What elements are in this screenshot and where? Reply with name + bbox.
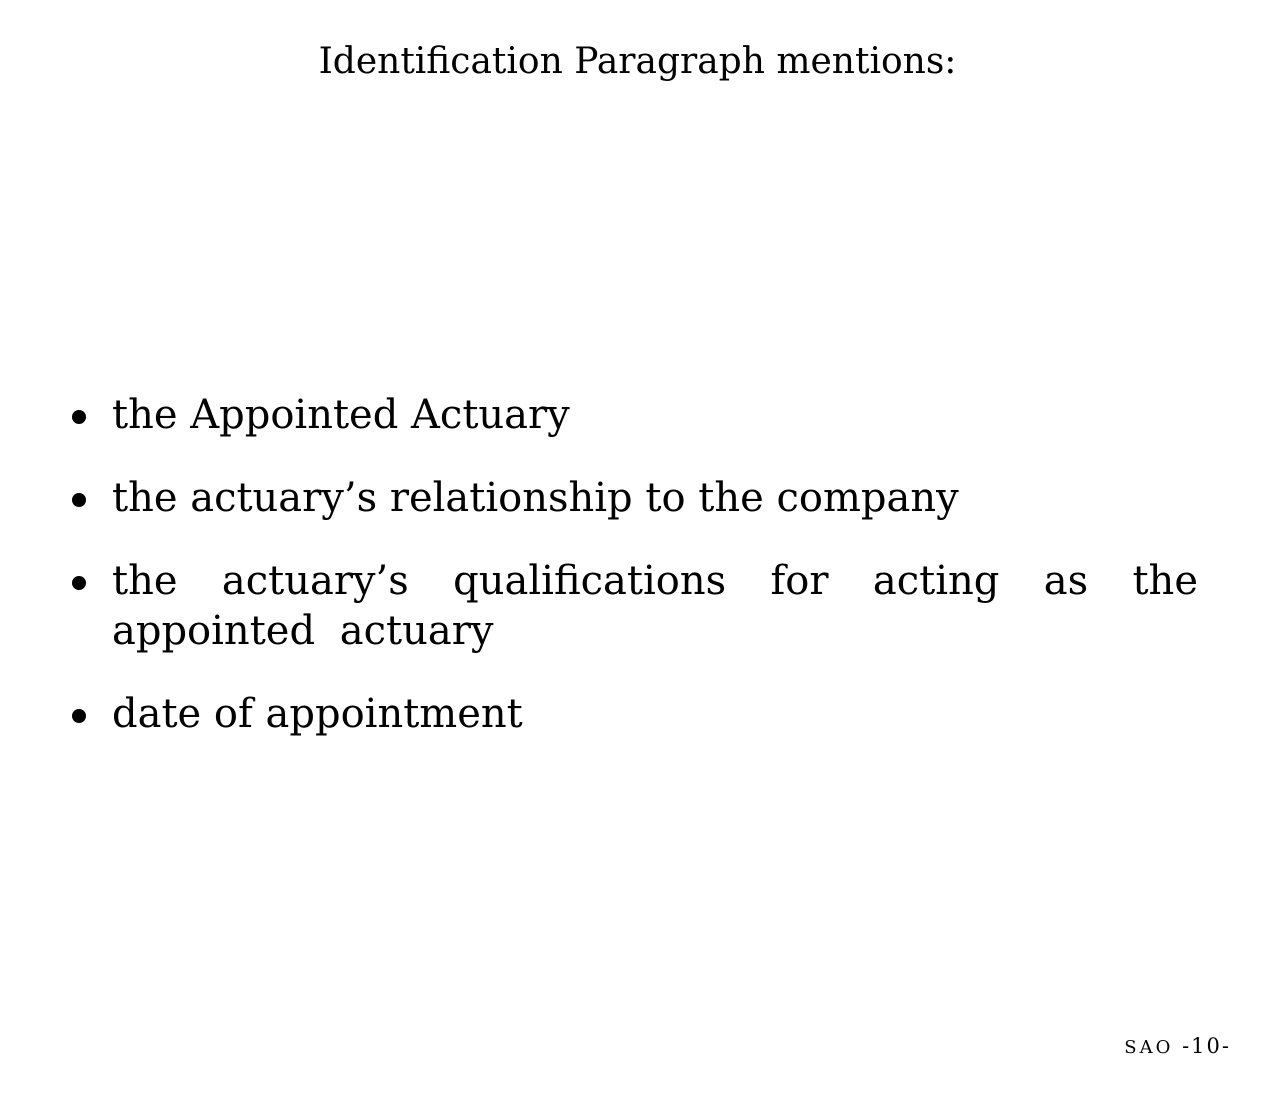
list-item: [68, 473, 1198, 523]
slide-title: Identification Paragraph mentions:: [318, 41, 957, 82]
bullet-list: [68, 390, 1198, 772]
footer-label: SAO: [1124, 1037, 1174, 1058]
bullet-text: date of appointment: [112, 691, 523, 737]
bullet-dot-icon: [72, 576, 86, 590]
page-number: -10-: [1182, 1034, 1231, 1058]
bullet-dot-icon: [72, 410, 86, 424]
list-item: [68, 390, 1198, 440]
bullet-dot-icon: [72, 709, 86, 723]
bullet-text: the Appointed Actuary: [112, 392, 570, 438]
bullet-text: the actuary’s qualifications for acting as the appointed actuary: [112, 558, 1198, 654]
bullet-text: the actuary’s relationship to the company: [112, 475, 959, 521]
list-item: [68, 689, 1198, 739]
list-item: [68, 556, 1198, 656]
bullet-dot-icon: [72, 493, 86, 507]
page-footer: [1124, 1033, 1231, 1061]
